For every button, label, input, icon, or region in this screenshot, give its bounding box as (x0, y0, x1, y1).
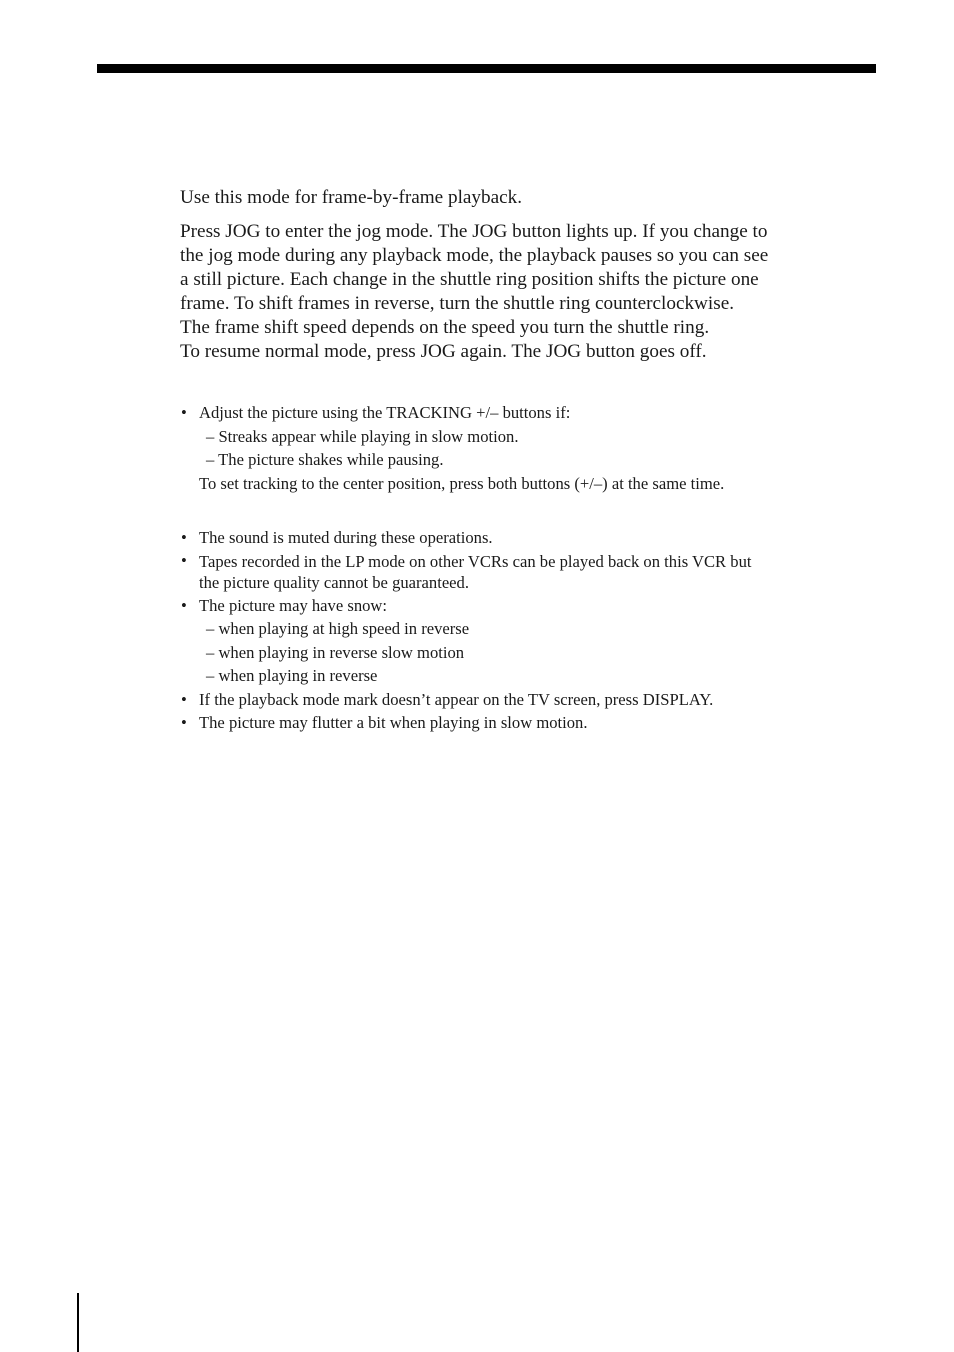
list-item (180, 594, 880, 618)
body-line: frame. To shift frames in reverse, turn the shuttle ring counterclockwise. (180, 293, 735, 314)
body-line: a still picture. Each change in the shuttle ring position shifts the picture one (180, 269, 759, 290)
body-line: The frame shift speed depends on the speed you turn the shuttle ring. (180, 317, 710, 338)
margin-rule (77, 1293, 79, 1352)
sub-list-item: – when playing in reverse (206, 666, 378, 685)
list-item (180, 711, 880, 735)
sub-list-item: – Streaks appear while playing in slow motion. (206, 426, 519, 446)
sub-list-item: – when playing in reverse slow motion (206, 642, 465, 662)
body-paragraph (180, 220, 880, 364)
list-item (180, 550, 880, 594)
body-line: To resume normal mode, press JOG again. The JOG button goes off. (180, 341, 707, 362)
list-item-text: The sound is muted during these operations. (199, 528, 493, 547)
list-item (180, 401, 880, 425)
list-item-text: Adjust the picture using the TRACKING +/– buttons if: (199, 403, 571, 422)
notes-list (180, 526, 880, 735)
tip-note: To set tracking to the center position, press both buttons (+/–) at the same time. (199, 473, 725, 493)
list-item (180, 688, 880, 712)
body-line: Press JOG to enter the jog mode. The JOG button lights up. If you change to (180, 221, 768, 242)
sub-list-item: – when playing at high speed in reverse (206, 619, 470, 638)
bullet-icon: • (181, 550, 187, 570)
list-item-text: If the playback mode mark doesn’t appear on the TV screen, press DISPLAY. (199, 689, 714, 709)
bullet-icon: • (181, 403, 187, 422)
list-item-text: the picture quality cannot be guaranteed. (199, 572, 469, 592)
list-item-text: The picture may flutter a bit when playing in slow motion. (199, 713, 588, 732)
list-item (180, 526, 880, 550)
list-item-text: The picture may have snow: (199, 595, 388, 615)
body-line: the jog mode during any playback mode, the playback pauses so you can see (180, 245, 769, 266)
main-text (180, 186, 880, 364)
header-rule (97, 64, 876, 73)
bullet-icon: • (181, 528, 187, 547)
bullet-icon: • (181, 595, 187, 615)
list-item-text: Tapes recorded in the LP mode on other VCRs can be played back on this VCR but (199, 551, 752, 571)
sub-list-item: – The picture shakes while pausing. (206, 450, 444, 469)
intro-text: Use this mode for frame-by-frame playback. (180, 187, 523, 208)
bullet-icon: • (181, 713, 187, 732)
bullet-icon: • (181, 689, 187, 709)
tips-list (180, 401, 880, 495)
